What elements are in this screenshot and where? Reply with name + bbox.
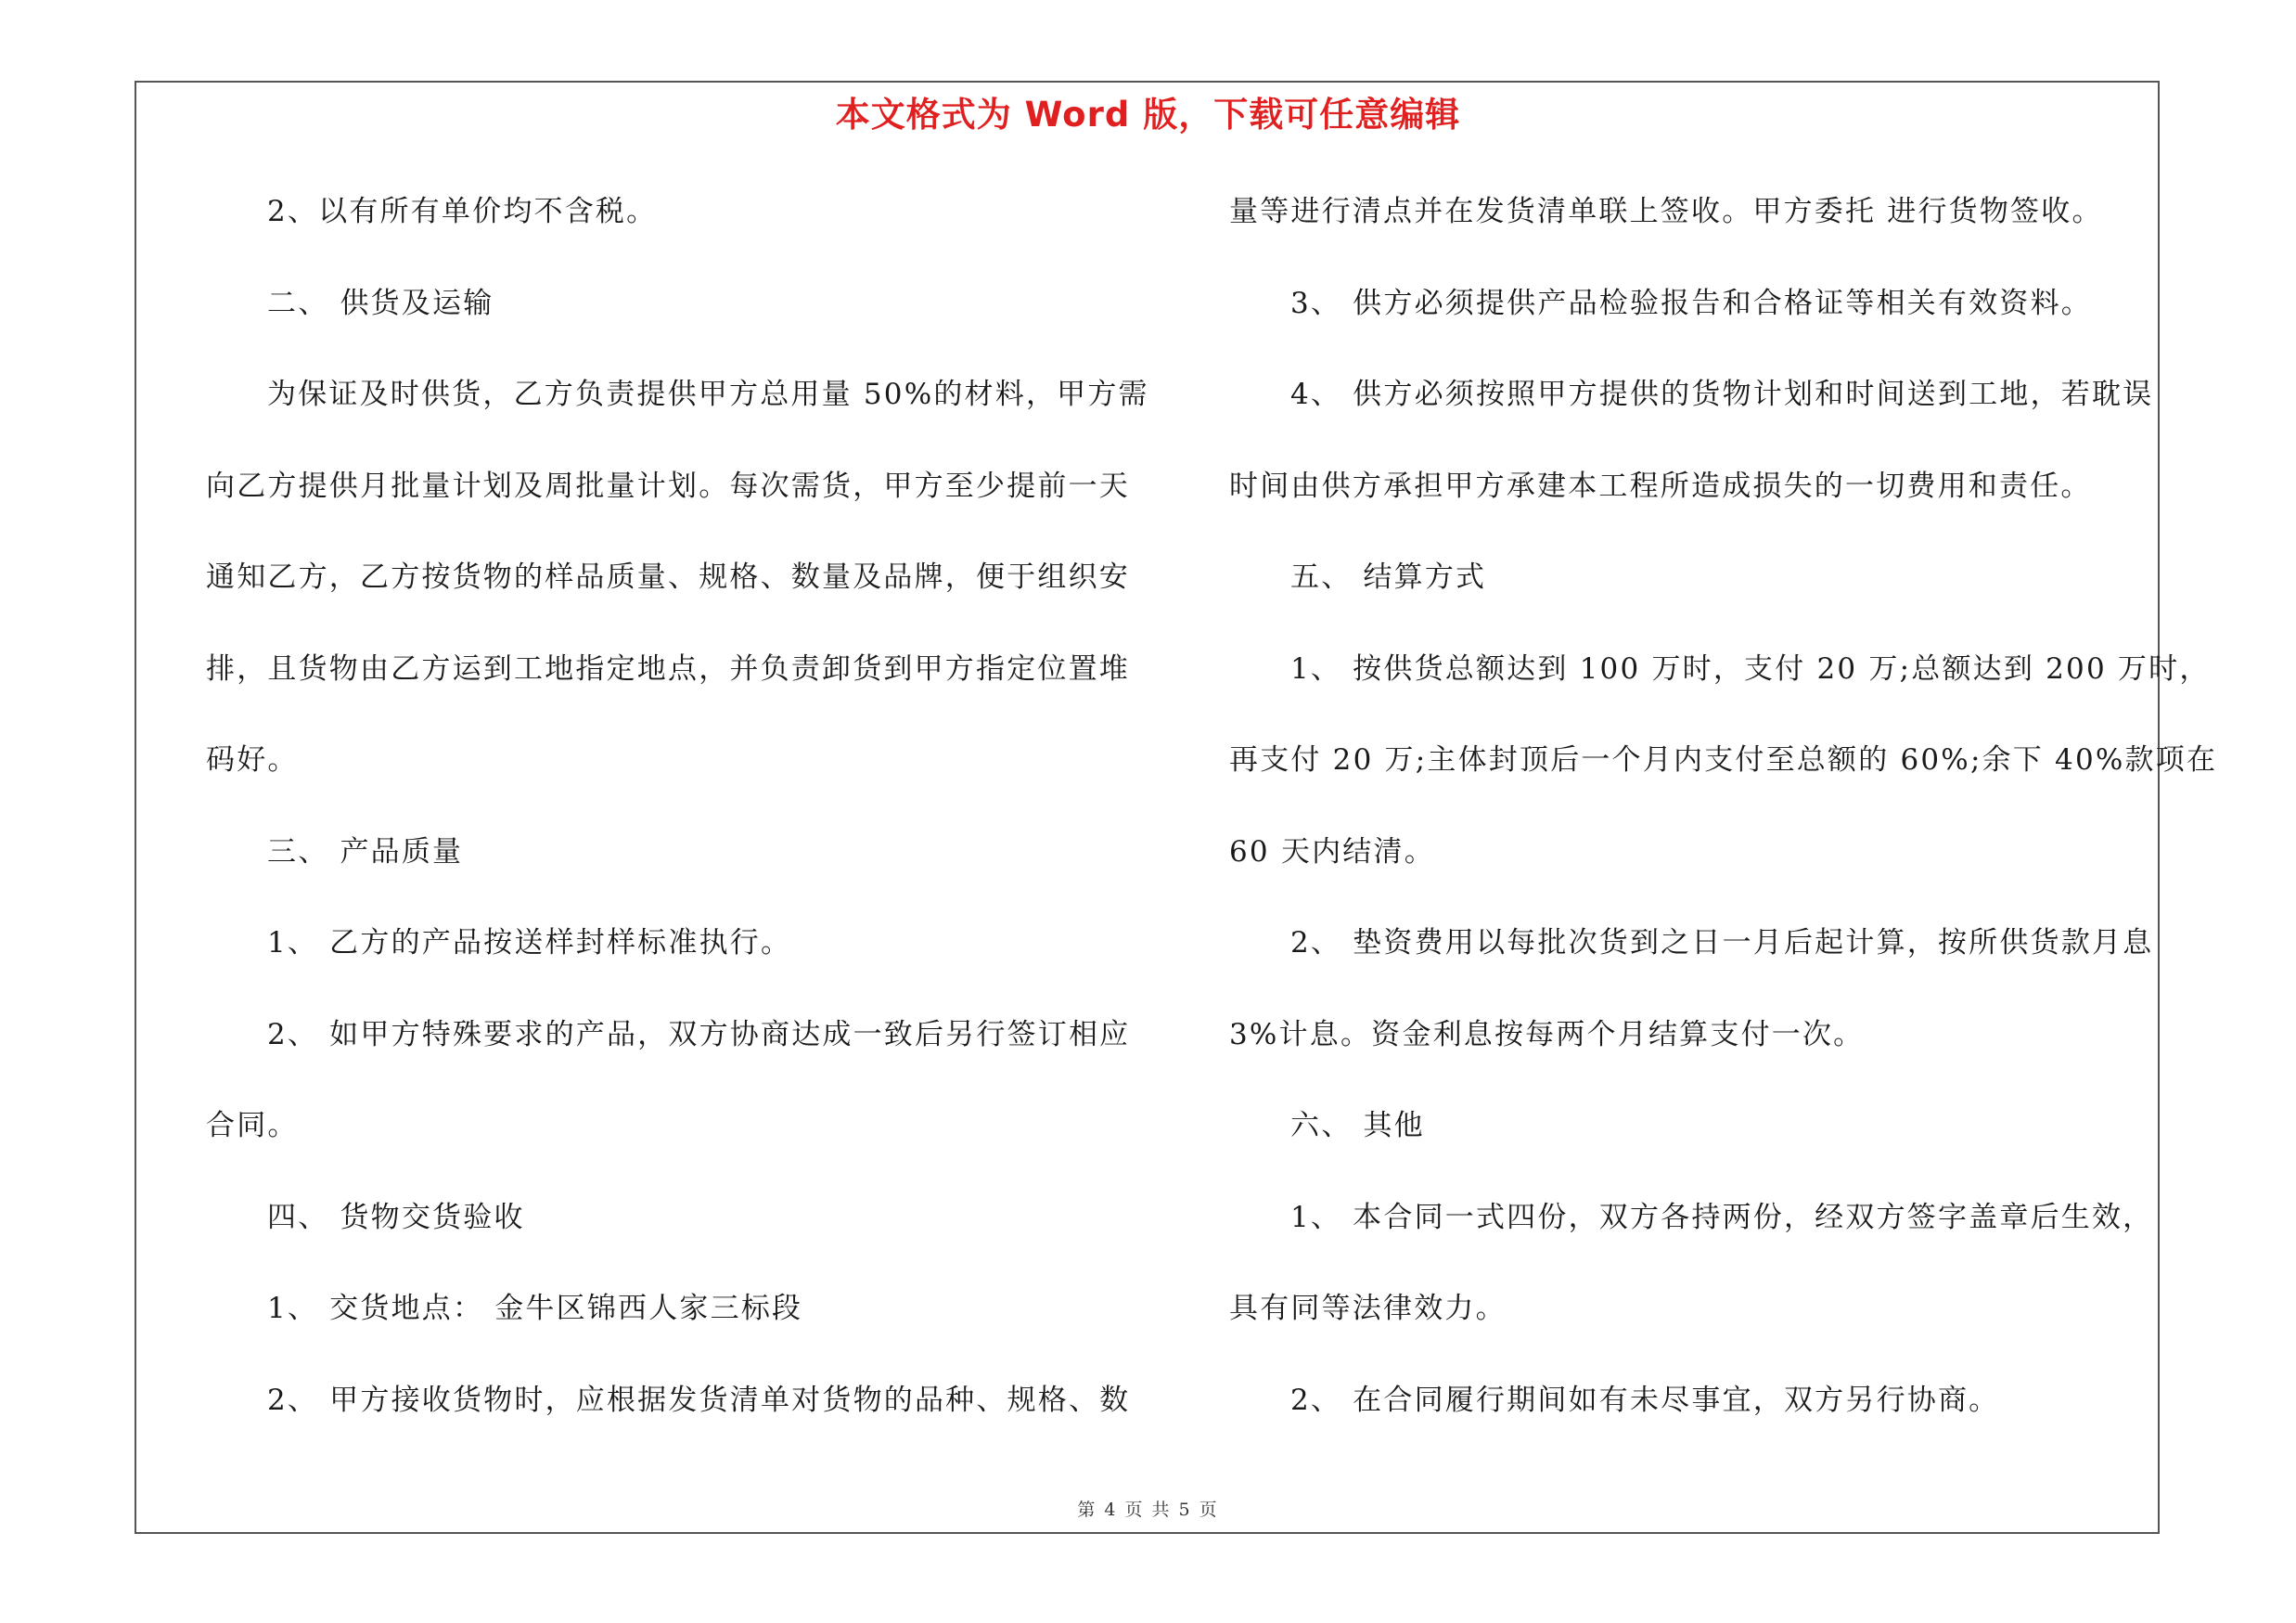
- text-line: 4、 供方必须按照甲方提供的货物计划和时间送到工地，若耽误: [1290, 378, 2154, 411]
- text-line: 码好。: [206, 743, 299, 777]
- text-line: 60 天内结清。: [1229, 834, 1435, 869]
- section-heading-quality: 三、 产品质量: [267, 834, 464, 869]
- text-line: 1、 按供货总额达到 100 万时，支付 20 万;总额达到 200 万时，: [1290, 651, 2211, 686]
- text-line: 2、 如甲方特殊要求的产品，双方协商达成一致后另行签订相应: [267, 1017, 1131, 1051]
- section-heading-other: 六、 其他: [1290, 1109, 1425, 1142]
- text-line: 向乙方提供月批量计划及周批量计划。每次需货，甲方至少提前一天: [206, 469, 1130, 503]
- text-line: 通知乙方，乙方按货物的样品质量、规格、数量及品牌，便于组织安: [206, 560, 1130, 594]
- text-line: 合同。: [206, 1109, 299, 1142]
- section-heading-settlement: 五、 结算方式: [1290, 560, 1487, 594]
- text-line: 3、 供方必须提供产品检验报告和合格证等相关有效资料。: [1290, 286, 2092, 320]
- text-line: 为保证及时供货，乙方负责提供甲方总用量 50%的材料，甲方需: [267, 378, 1149, 411]
- right-column: [1229, 184, 2218, 1463]
- left-column: [206, 184, 1149, 1463]
- text-line: 3%计息。资金利息按每两个月结算支付一次。: [1229, 1017, 1865, 1051]
- text-line: 2、 在合同履行期间如有未尽事宜，双方另行协商。: [1290, 1383, 2000, 1417]
- text-line: 2、 甲方接收货物时，应根据发货清单对货物的品种、规格、数: [267, 1383, 1131, 1417]
- section-heading-delivery: 四、 货物交货验收: [267, 1200, 525, 1234]
- text-line: 1、 乙方的产品按送样封样标准执行。: [267, 926, 792, 960]
- text-line: 排，且货物由乙方运到工地指定地点，并负责卸货到甲方指定位置堆: [206, 651, 1130, 686]
- text-line: 1、 交货地点： 金牛区锦西人家三标段: [267, 1292, 803, 1325]
- text-line: 再支付 20 万;主体封顶后一个月内支付至总额的 60%;余下 40%款项在: [1229, 743, 2218, 777]
- page-number: 第 4 页 共 5 页: [1077, 1500, 1219, 1520]
- text-line: 具有同等法律效力。: [1229, 1292, 1507, 1325]
- section-heading-supply: 二、 供货及运输: [267, 286, 494, 320]
- text-line: 1、 本合同一式四份，双方各持两份，经双方签字盖章后生效，: [1290, 1200, 2154, 1234]
- text-line: 2、以有所有单价均不含税。: [267, 195, 658, 228]
- format-banner: 本文格式为 Word 版，下载可任意编辑: [835, 95, 1461, 135]
- text-line: 2、 垫资费用以每批次货到之日一月后起计算，按所供货款月息: [1290, 926, 2154, 960]
- text-line: 量等进行清点并在发货清单联上签收。甲方委托 进行货物签收。: [1229, 195, 2103, 228]
- text-line: 时间由供方承担甲方承建本工程所造成损失的一切费用和责任。: [1229, 469, 2092, 503]
